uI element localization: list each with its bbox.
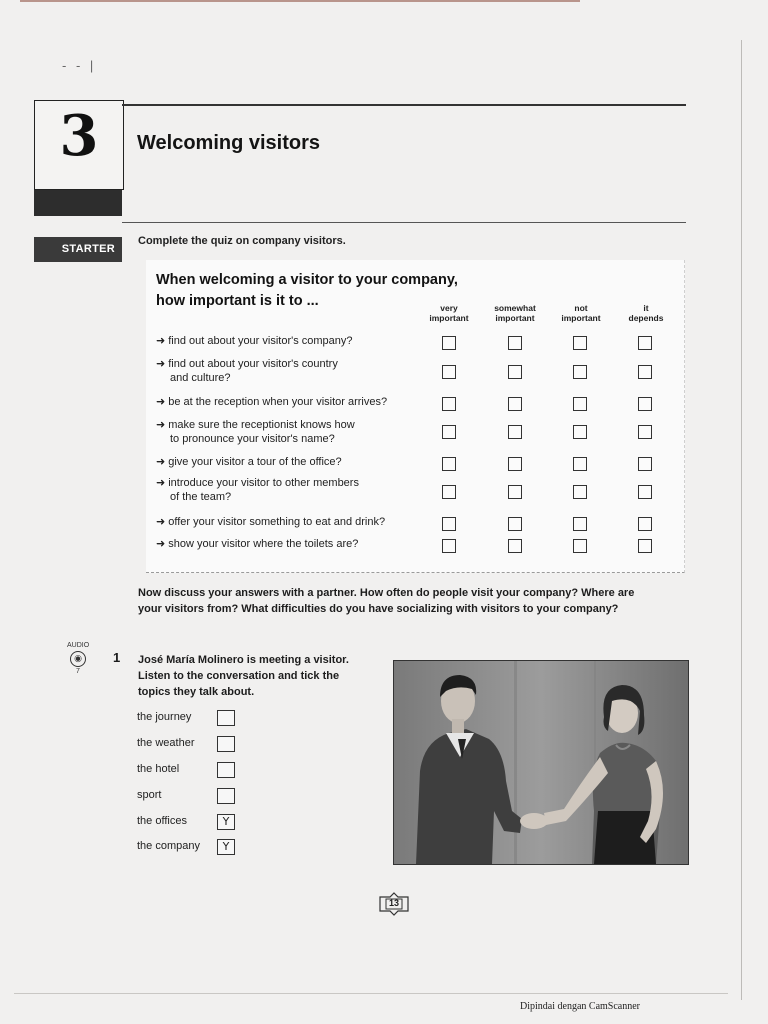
quiz-item xyxy=(156,418,406,446)
quiz-item-text: be at the reception when your visitor arrives? xyxy=(168,396,388,408)
topic-checkbox[interactable]: Y xyxy=(217,839,235,855)
quiz-checkbox[interactable] xyxy=(573,485,587,499)
topic-checkbox[interactable] xyxy=(217,736,235,752)
topic-label: the company xyxy=(137,840,200,852)
topic-checkbox[interactable]: Y xyxy=(217,814,235,830)
quiz-checkbox[interactable] xyxy=(442,539,456,553)
quiz-item-line xyxy=(156,357,406,371)
quiz-checkbox[interactable] xyxy=(442,457,456,471)
scanner-watermark: Dipindai dengan CamScanner xyxy=(520,1001,640,1012)
quiz-item-text-continued: to pronounce your visitor's name? xyxy=(170,433,335,445)
column-header-not-important xyxy=(548,303,614,323)
handshake-photo xyxy=(393,660,689,865)
audio-cd-icon: ◉ xyxy=(70,651,86,667)
column-header-line: somewhat xyxy=(494,303,536,313)
quiz-item-text: introduce your visitor to other members xyxy=(168,477,359,489)
column-header-somewhat-important xyxy=(482,303,548,323)
quiz-item-text: offer your visitor something to eat and drink? xyxy=(168,516,386,528)
quiz-checkbox[interactable] xyxy=(573,425,587,439)
arrow-right-icon: ➜ xyxy=(156,538,166,550)
quiz-item-line xyxy=(156,476,406,490)
exercise-instruction-line: José María Molinero is meeting a visitor. xyxy=(138,654,349,666)
column-header-line: it xyxy=(643,303,649,313)
quiz-title-line1: When welcoming a visitor to your company, xyxy=(156,272,458,288)
quiz-panel xyxy=(146,260,685,573)
quiz-item-line xyxy=(156,418,406,432)
discussion-prompt xyxy=(138,585,683,617)
arrow-right-icon: ➜ xyxy=(156,419,166,431)
quiz-item-text: make sure the receptionist knows how xyxy=(168,419,355,431)
quiz-checkbox[interactable] xyxy=(573,517,587,531)
topic-checkbox[interactable] xyxy=(217,762,235,778)
starter-instruction: Complete the quiz on company visitors. xyxy=(138,235,346,247)
unit-number-bar xyxy=(34,190,122,216)
quiz-checkbox[interactable] xyxy=(638,425,652,439)
quiz-checkbox[interactable] xyxy=(638,365,652,379)
quiz-item-line xyxy=(156,334,406,348)
column-header-line: very xyxy=(440,303,458,313)
quiz-checkbox[interactable] xyxy=(442,365,456,379)
exercise-number: 1 xyxy=(113,650,121,665)
quiz-checkbox[interactable] xyxy=(508,485,522,499)
unit-number: 3 xyxy=(59,103,99,169)
quiz-checkbox[interactable] xyxy=(442,425,456,439)
quiz-checkbox[interactable] xyxy=(573,336,587,350)
quiz-checkbox[interactable] xyxy=(508,397,522,411)
quiz-item xyxy=(156,537,406,551)
starter-badge: STARTER xyxy=(34,237,122,262)
exercise-instruction xyxy=(138,652,383,700)
quiz-checkbox[interactable] xyxy=(508,336,522,350)
quiz-checkbox[interactable] xyxy=(573,539,587,553)
column-header-line: important xyxy=(561,313,601,323)
quiz-checkbox[interactable] xyxy=(508,457,522,471)
topic-label: the journey xyxy=(137,711,192,723)
quiz-item-text-continued: and culture? xyxy=(170,372,231,384)
arrow-right-icon: ➜ xyxy=(156,516,166,528)
topic-label: sport xyxy=(137,789,162,801)
exercise-instruction-line: Listen to the conversation and tick the xyxy=(138,670,340,682)
quiz-item-text: find out about your visitor's country xyxy=(168,358,338,370)
quiz-checkbox[interactable] xyxy=(508,517,522,531)
arrow-right-icon: ➜ xyxy=(156,358,166,370)
title-rule-top xyxy=(122,104,686,106)
quiz-item xyxy=(156,455,406,469)
quiz-checkbox[interactable] xyxy=(508,365,522,379)
quiz-checkbox[interactable] xyxy=(638,517,652,531)
quiz-item-line xyxy=(156,537,406,551)
page-number xyxy=(378,892,410,916)
scan-edge-right xyxy=(741,40,742,1000)
quiz-checkbox[interactable] xyxy=(638,397,652,411)
topic-checkbox[interactable] xyxy=(217,788,235,804)
quiz-item-line xyxy=(156,395,406,409)
discussion-line: your visitors from? What difficulties do you have socializing with visitors to your company? xyxy=(138,603,619,615)
topic-label: the offices xyxy=(137,815,187,827)
handshake-illustration xyxy=(394,661,688,864)
scan-edge-top xyxy=(20,0,580,2)
quiz-item xyxy=(156,395,406,409)
title-rule-bottom xyxy=(122,222,686,223)
quiz-checkbox[interactable] xyxy=(442,485,456,499)
quiz-item xyxy=(156,515,406,529)
column-header-line: important xyxy=(429,313,469,323)
column-header-it-depends xyxy=(613,303,679,323)
arrow-right-icon: ➜ xyxy=(156,335,166,347)
arrow-right-icon: ➜ xyxy=(156,396,166,408)
quiz-checkbox[interactable] xyxy=(573,365,587,379)
page-number-text: 13 xyxy=(388,898,399,908)
arrow-right-icon: ➜ xyxy=(156,477,166,489)
quiz-checkbox[interactable] xyxy=(442,517,456,531)
quiz-item-text: find out about your visitor's company? xyxy=(168,335,353,347)
quiz-item-text-continued: of the team? xyxy=(170,491,232,503)
quiz-checkbox[interactable] xyxy=(442,397,456,411)
corner-mark: - - | xyxy=(62,58,97,73)
exercise-instruction-line: topics they talk about. xyxy=(138,686,255,698)
topic-label: the weather xyxy=(137,737,195,749)
quiz-checkbox[interactable] xyxy=(508,539,522,553)
quiz-checkbox[interactable] xyxy=(573,397,587,411)
quiz-checkbox[interactable] xyxy=(638,539,652,553)
quiz-checkbox[interactable] xyxy=(442,336,456,350)
quiz-item-line xyxy=(156,455,406,469)
quiz-item-text: show your visitor where the toilets are? xyxy=(168,538,359,550)
audio-label: AUDIO xyxy=(67,642,90,649)
quiz-item xyxy=(156,357,406,385)
quiz-item xyxy=(156,334,406,348)
quiz-item-text: give your visitor a tour of the office? xyxy=(168,456,342,468)
column-header-line: depends xyxy=(628,313,664,323)
column-header-line: not xyxy=(574,303,588,313)
discussion-line: Now discuss your answers with a partner. How often do people visit your company? Where are xyxy=(138,587,635,599)
column-header-line: important xyxy=(495,313,535,323)
quiz-checkbox[interactable] xyxy=(638,336,652,350)
quiz-item-line xyxy=(156,515,406,529)
unit-number-box xyxy=(34,100,124,190)
quiz-item xyxy=(156,476,406,504)
quiz-checkbox[interactable] xyxy=(638,485,652,499)
topic-checkbox[interactable] xyxy=(217,710,235,726)
quiz-checkbox[interactable] xyxy=(638,457,652,471)
quiz-title-line2: how important is it to ... xyxy=(156,293,319,309)
quiz-title xyxy=(156,270,458,312)
scan-edge-bottom xyxy=(14,993,728,994)
column-header-very-important xyxy=(416,303,482,323)
quiz-checkbox[interactable] xyxy=(508,425,522,439)
audio-track-number: 7 xyxy=(76,668,80,675)
arrow-right-icon: ➜ xyxy=(156,456,166,468)
unit-title: Welcoming visitors xyxy=(137,132,321,154)
topic-label: the hotel xyxy=(137,763,180,775)
quiz-checkbox[interactable] xyxy=(573,457,587,471)
